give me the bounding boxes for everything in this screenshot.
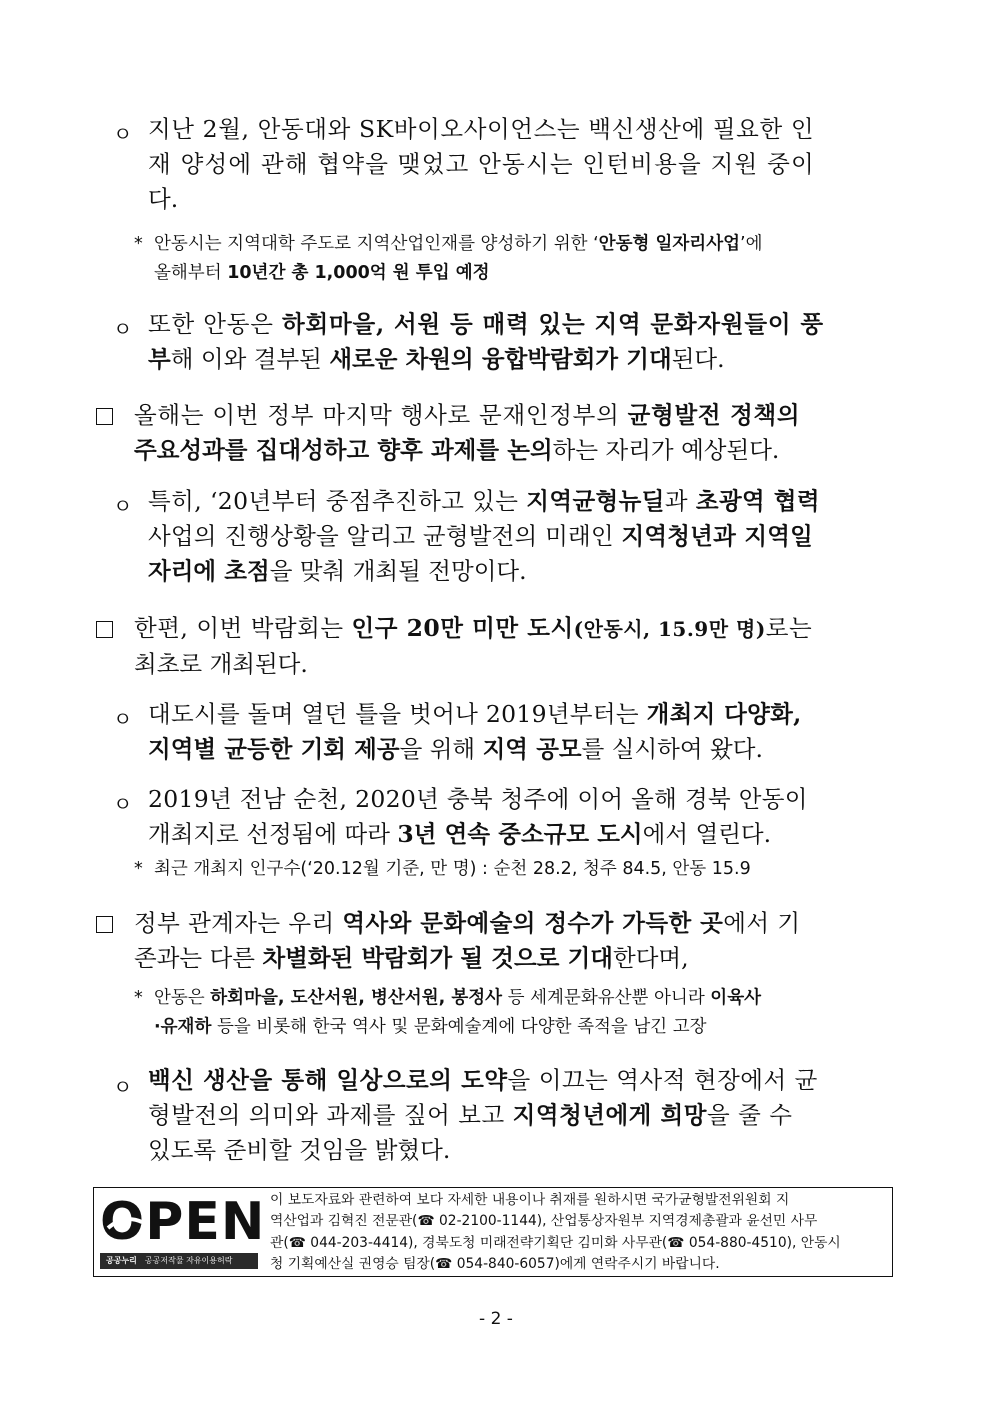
p6-text-1a: 대도시를 돌며 열던 틀을 벗어나 2019년부터는 [148,700,647,728]
p4-line-1 [148,484,896,519]
note3-bold-person2: ·유재하 [154,1017,212,1037]
p3-text-1a: 올해는 이번 정부 마지막 행사로 문재인정부의 [134,401,628,429]
bullet-circle-3: ㅇ [113,494,133,518]
p8-text-2a: 존과는 다른 [134,944,263,972]
p5-text-1a: 한편, 이번 박람회는 [134,614,352,642]
note1-line-1 [154,230,762,259]
note3-line-1 [154,984,761,1013]
p6-bold-2c: 지역 공모 [482,735,582,763]
p1-line-2: 재 양성에 관해 협약을 맺었고 안동시는 인턴비용을 지원 중이 [148,150,815,178]
p7-line-2 [148,817,896,852]
p4-line-2 [148,519,896,554]
p4-bold-2b: 지역청년과 지역일 [621,522,814,550]
note1-text-a: 안동시는 지역대학 주도로 지역산업인재를 양성하기 위한 ‘ [154,234,599,254]
p9-line-3: 있도록 준비할 것임을 밝혔다. [148,1136,451,1164]
p3-bold-1b: 균형발전 정책의 [627,401,801,429]
contact-2b: 02-2100-1144), 산업통상자원부 지역경제총괄과 윤선민 사무 [434,1213,818,1230]
note3-bold-person1: 이육사 [710,988,762,1008]
p2-bold-1b: 하회마을, 서원 등 매력 있는 지역 문화자원들이 풍 [282,310,824,338]
contact-line-4 [270,1254,886,1275]
p5-text-1d: 로는 [765,614,813,642]
p6-text-2b: 을 위해 [399,735,483,763]
p7-line-1: 2019년 전남 순천, 2020년 충북 청주에 이어 올해 경북 안동이 [148,785,808,813]
p9-bold-2b: 지역청년에게 희망 [512,1101,707,1129]
p6-line-2 [148,732,896,767]
logo-sub-1: 공공누리 [106,1256,137,1265]
p4-bold-3a: 자리에 초점 [148,557,270,585]
p2-text-2d: 된다. [671,345,725,373]
note-marker-1: * [134,234,143,254]
note1-bold-budget: 10년간 총 1,000억 원 투입 예정 [227,263,490,283]
note1-text-c: ’에 [740,234,763,254]
p1-line-1: 지난 2월, 안동대와 SK바이오사이언스는 백신생산에 필요한 인 [148,115,815,143]
p8-line-1 [134,906,896,941]
p2-text-1a: 또한 안동은 [148,310,283,338]
p9-text-1b: 을 이끄는 역사적 현장에서 균 [507,1066,818,1094]
paragraph-5 [134,611,896,682]
p7-text-2a: 개최지로 선정됨에 따라 [148,820,398,848]
p5-bold-1b: 인구 20만 미만 도시 [351,614,574,642]
box-icon [96,916,113,933]
paragraph-2 [148,307,896,377]
p3-bold-2a: 주요성과를 집대성하고 향후 과제를 논의 [134,436,553,464]
note1-text-2a: 올해부터 [154,263,228,283]
note-marker-3: * [134,988,143,1008]
paragraph-8 [134,906,896,976]
note-2: 최근 개최지 인구수(‘20.12월 기준, 만 명) : 순천 28.2, 청주 84.5, 안동 15.9 [154,859,751,879]
note-1 [154,230,762,288]
p4-text-1c: 과 [664,487,696,515]
bullet-circle-2: ㅇ [113,317,133,341]
contact-2a: 역산업과 김혁진 전문관( [270,1213,418,1230]
logo-license-bar [100,1253,258,1269]
contact-line-1: 이 보도자료와 관련하여 보다 자세한 내용이나 취재를 원하시면 국가균형발전위원회 지 [270,1192,790,1208]
p4-bold-1d: 초광역 협력 [695,487,820,515]
p2-line-1 [148,307,896,342]
bullet-circle-4: ㅇ [113,707,133,731]
logo-sub-2: 공공저작물 자유이용허락 [144,1256,233,1265]
phone-icon: ☎ [667,1234,685,1251]
p4-bold-1b: 지역균형뉴딜 [526,487,665,515]
contact-3a: 관( [270,1234,289,1251]
open-license-logo [98,1192,265,1271]
box-icon [96,621,113,638]
p6-bold-2a: 지역별 균등한 기회 제공 [148,735,400,763]
p9-line-2 [148,1098,896,1133]
paragraph-4 [148,484,896,589]
paragraph-1 [148,112,896,217]
bullet-box-1 [96,408,113,429]
p1-line-3: 다. [148,185,179,213]
note-3 [154,984,761,1042]
p8-text-1c: 에서 기 [723,909,801,937]
bullet-circle-6: ㅇ [113,1075,133,1099]
bullet-box-2 [96,621,113,642]
paragraph-3 [134,398,896,468]
p2-bold-2a: 부 [148,345,171,373]
p8-bold-1b: 역사와 문화예술의 정수가 가득한 곳 [342,909,724,937]
p9-text-2a: 형발전의 의미와 과제를 짚어 보고 [148,1101,513,1129]
box-icon [96,408,113,425]
p8-text-1a: 정부 관계자는 우리 [134,909,343,937]
p4-text-1a: 특히, ‘20년부터 중점추진하고 있는 [148,487,527,515]
logo-word: OPEN [100,1192,266,1252]
p6-line-1 [148,697,896,732]
p3-line-2 [134,433,896,468]
p6-text-2d: 를 실시하여 왔다. [581,735,763,763]
phone-icon: ☎ [417,1213,435,1230]
p8-text-2c: 한다며, [613,944,689,972]
contact-3b: 044-203-4414), 경북도청 미래전략기획단 김미화 사무관( [305,1234,668,1251]
p3-text-2b: 하는 자리가 예상된다. [552,436,780,464]
note-marker-2: * [134,859,143,879]
page-number: - 2 - [479,1309,513,1329]
p9-line-1 [148,1063,896,1098]
p2-text-2b: 해 이와 결부된 [170,345,330,373]
p2-bold-2c: 새로운 차원의 융합박람회가 기대 [329,345,672,373]
bullet-circle-5: ㅇ [113,792,133,816]
p4-text-3b: 을 맞춰 개최될 전망이다. [269,557,527,585]
note3-text-a: 안동은 [154,988,211,1008]
p5-line-1 [134,611,896,647]
bullet-box-3 [96,916,113,937]
p2-line-2 [148,342,896,377]
note1-line-2 [154,259,762,288]
note3-line-2 [154,1013,761,1042]
p4-text-2a: 사업의 진행상황을 알리고 균형발전의 미래인 [148,522,622,550]
logo-swoosh-icon [102,1202,146,1246]
paragraph-7 [148,782,896,852]
p7-text-2c: 에서 열린다. [642,820,772,848]
contact-line-2 [270,1211,886,1232]
contact-text [270,1190,886,1275]
p7-bold-2b: 3년 연속 중소규모 도시 [397,820,643,848]
phone-icon: ☎ [435,1255,453,1272]
phone-icon: ☎ [288,1234,306,1251]
note3-text-c: 등 세계문화유산뿐 아니라 [502,988,711,1008]
contact-4a: 청 기획예산실 권영승 팀장( [270,1255,436,1272]
p8-bold-2b: 차별화된 박람회가 될 것으로 기대 [262,944,613,972]
contact-line-3 [270,1233,886,1254]
p3-line-1 [134,398,896,433]
paragraph-9 [148,1063,896,1168]
bullet-circle-1: ㅇ [113,122,133,146]
contact-3c: 054-880-4510), 안동시 [684,1234,841,1251]
p4-line-3 [148,554,896,589]
note1-bold-program: 안동형 일자리사업 [598,234,741,254]
contact-box [93,1187,893,1277]
p8-line-2 [134,941,896,976]
note3-bold-sites: 하회마을, 도산서원, 병산서원, 봉정사 [210,988,503,1008]
p5-bold-1c: (안동시, 15.9만 명) [573,617,766,641]
p6-bold-1b: 개최지 다양화, [646,700,802,728]
paragraph-6 [148,697,896,767]
p9-bold-1a: 백신 생산을 통해 일상으로의 도약 [148,1066,508,1094]
contact-4b: 054-840-6057)에게 연락주시기 바랍니다. [452,1255,720,1272]
p9-text-2c: 을 줄 수 [706,1101,793,1129]
note3-text-2b: 등을 비롯해 한국 역사 및 문화예술계에 다양한 족적을 남긴 고장 [211,1017,707,1037]
p5-line-2: 최초로 개최된다. [134,650,308,678]
